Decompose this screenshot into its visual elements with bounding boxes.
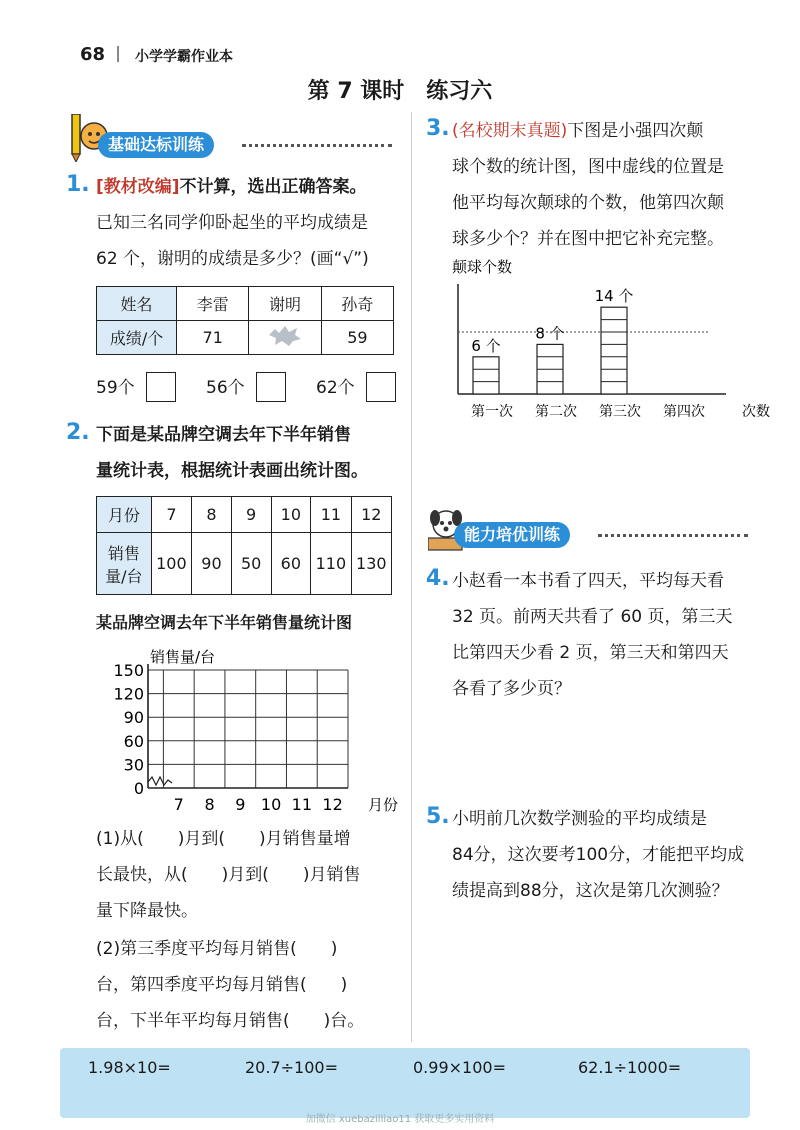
q1-header-name: 姓名 [97, 287, 177, 321]
q2-number: 2. [66, 420, 90, 445]
q1-score-lilei: 71 [177, 321, 249, 355]
q5-line2: 84分，这次要考100分，才能把平均成 [452, 845, 745, 865]
section-basic-label: 基础达标训练 [98, 132, 214, 158]
q2-month-12: 12 [351, 497, 391, 533]
chart1-ytick: 60 [123, 731, 144, 751]
chart2-xlabel: 次数 [742, 404, 770, 420]
section-advanced-dots [598, 534, 748, 537]
q2-sub2-line3: 台，下半年平均每月销售( )台。 [96, 1011, 365, 1031]
q2-sales-7: 100 [151, 533, 191, 595]
chart1-ytick: 0 [133, 779, 144, 798]
q2-sales-12: 130 [351, 533, 391, 595]
chart1-ytick: 30 [123, 755, 144, 775]
q2-month-8: 8 [192, 497, 232, 533]
q2-sales-label-line2: 量/台 [105, 566, 143, 586]
q1-row-label: 成绩/个 [97, 321, 177, 355]
q1-header-xieming: 谢明 [249, 287, 321, 321]
q2-sales-10: 60 [271, 533, 311, 595]
chart1-xlabel: 月份 [368, 796, 399, 814]
q1-option-56: 56个 [206, 378, 245, 398]
q5-line1: 小明前几次数学测验的平均成绩是 [452, 809, 707, 829]
q2-sub1-line2: 长最快，从( )月到( )月销售 [96, 865, 361, 885]
q1-score-xieming [249, 321, 321, 355]
book-title: 小学学霸作业本 [135, 49, 233, 65]
q2-month-10: 10 [271, 497, 311, 533]
chart2-value-label: 8 个 [535, 324, 565, 343]
chart1-ylabel: 销售量/台 [150, 648, 216, 666]
q2-sub2-line2: 台，第四季度平均每月销售( ) [96, 975, 348, 995]
q3-number: 3. [426, 116, 450, 141]
calc-1: 1.98×10= [88, 1058, 171, 1077]
chart1-ytick: 150 [113, 661, 144, 680]
q2-sub1-line3: 量下降最快。 [96, 901, 198, 921]
calc-2: 20.7÷100= [245, 1058, 338, 1077]
q2-month-label: 月份 [97, 497, 152, 533]
watermark: 加微信 xuebazilliao11 获取更多实用资料 [305, 1114, 495, 1125]
q5-line3: 绩提高到88分，这次是第几次测验？ [452, 881, 729, 901]
q1-checkbox-62[interactable] [366, 372, 396, 402]
ink-blot-icon [267, 325, 303, 347]
q1-line2: 已知三名同学仰卧起坐的平均成绩是 [96, 213, 368, 233]
section-advanced [428, 518, 758, 548]
q1-number: 1. [66, 172, 90, 197]
q3-line2: 球个数的统计图，图中虚线的位置是 [452, 157, 724, 177]
section-basic [66, 128, 406, 158]
q2-sales-table [96, 496, 392, 595]
q1-line1-text: 不计算，选出正确答案。 [179, 177, 367, 197]
chart2-value-label: 6 个 [471, 336, 501, 355]
chart1-xtick: 7 [173, 795, 184, 814]
chart1-axis-break [148, 777, 172, 785]
q1-score-table [96, 286, 394, 355]
chart2-bar [473, 357, 499, 394]
q3-line4: 球多少个？并在图中把它补充完整。 [452, 229, 724, 249]
page-number: 68 [80, 44, 106, 65]
chart1-xtick: 10 [260, 795, 282, 814]
q1-tag: [教材改编] [96, 177, 180, 197]
chart1-ytick: 90 [123, 708, 144, 728]
q1-option-59: 59个 [96, 378, 135, 398]
q1-header-lilei: 李雷 [177, 287, 249, 321]
q2-line2: 量统计表，根据统计表画出统计图。 [96, 461, 368, 481]
q2-chart-title: 某品牌空调去年下半年销售量统计图 [96, 613, 353, 632]
q2-month-7: 7 [151, 497, 191, 533]
sales-chart-grid[interactable] [90, 640, 400, 820]
q2-sales-label-line1: 销售 [107, 543, 140, 563]
q3-tag: (名校期末真题) [452, 121, 568, 141]
q5-number: 5. [426, 804, 450, 829]
chart2-ylabel: 颠球个数 [452, 258, 513, 276]
chart1-ytick: 120 [113, 684, 144, 704]
chart2-bar [601, 307, 627, 394]
q2-sales-8: 90 [192, 533, 232, 595]
column-divider [411, 112, 412, 1042]
q2-sales-9: 50 [231, 533, 271, 595]
q3-line1 [452, 120, 703, 142]
q1-line3: 62 个，谢明的成绩是多少？(画“√”) [96, 249, 369, 269]
lesson-title: 第 7 课时 练习六 [307, 79, 493, 104]
q1-checkbox-56[interactable] [256, 372, 286, 402]
section-advanced-label: 能力培优训练 [454, 522, 570, 548]
q4-line3: 比第四天少看 2 页，第三天和第四天 [452, 643, 729, 663]
q3-line3: 他平均每次颠球的个数，他第四次颠 [452, 193, 724, 213]
chart1-xtick: 12 [322, 795, 343, 814]
q4-line2: 32 页。前两天共看了 60 页，第三天 [452, 607, 733, 627]
chart2-xtick: 第一次 [471, 404, 513, 420]
chart1-xtick: 8 [204, 795, 215, 814]
q2-sub1-line1: (1)从( )月到( )月销售量增 [96, 829, 351, 849]
q2-sales-11: 110 [311, 533, 351, 595]
chart2-xtick: 第二次 [535, 404, 577, 420]
q2-line1: 下面是某品牌空调去年下半年销售 [96, 425, 351, 445]
q4-number: 4. [426, 566, 450, 591]
calc-4: 62.1÷1000= [578, 1058, 682, 1077]
q1-option-62: 62个 [316, 378, 355, 398]
q2-sales-label [97, 533, 152, 595]
q2-month-11: 11 [311, 497, 351, 533]
q1-checkbox-59[interactable] [146, 372, 176, 402]
q1-header-sunqi: 孙奇 [321, 287, 393, 321]
juggling-chart[interactable] [440, 256, 780, 426]
q1-score-sunqi: 59 [321, 321, 393, 355]
q4-line1: 小赵看一本书看了四天，平均每天看 [452, 571, 724, 591]
q3-line1-text: 下图是小强四次颠 [567, 121, 704, 141]
chart1-xtick: 9 [235, 795, 246, 814]
chart2-xtick: 第四次 [663, 404, 705, 420]
q4-line4: 各看了多少页？ [452, 679, 571, 699]
q2-sub2-line1: (2)第三季度平均每月销售( ) [96, 939, 338, 959]
section-basic-dots [242, 144, 392, 147]
calc-3: 0.99×100= [413, 1058, 506, 1077]
chart2-value-label: 14 个 [594, 287, 634, 306]
chart1-xtick: 11 [291, 795, 313, 814]
header-divider [117, 46, 119, 62]
q2-month-9: 9 [231, 497, 271, 533]
chart2-xtick: 第三次 [599, 404, 641, 420]
q1-line1 [96, 176, 367, 198]
